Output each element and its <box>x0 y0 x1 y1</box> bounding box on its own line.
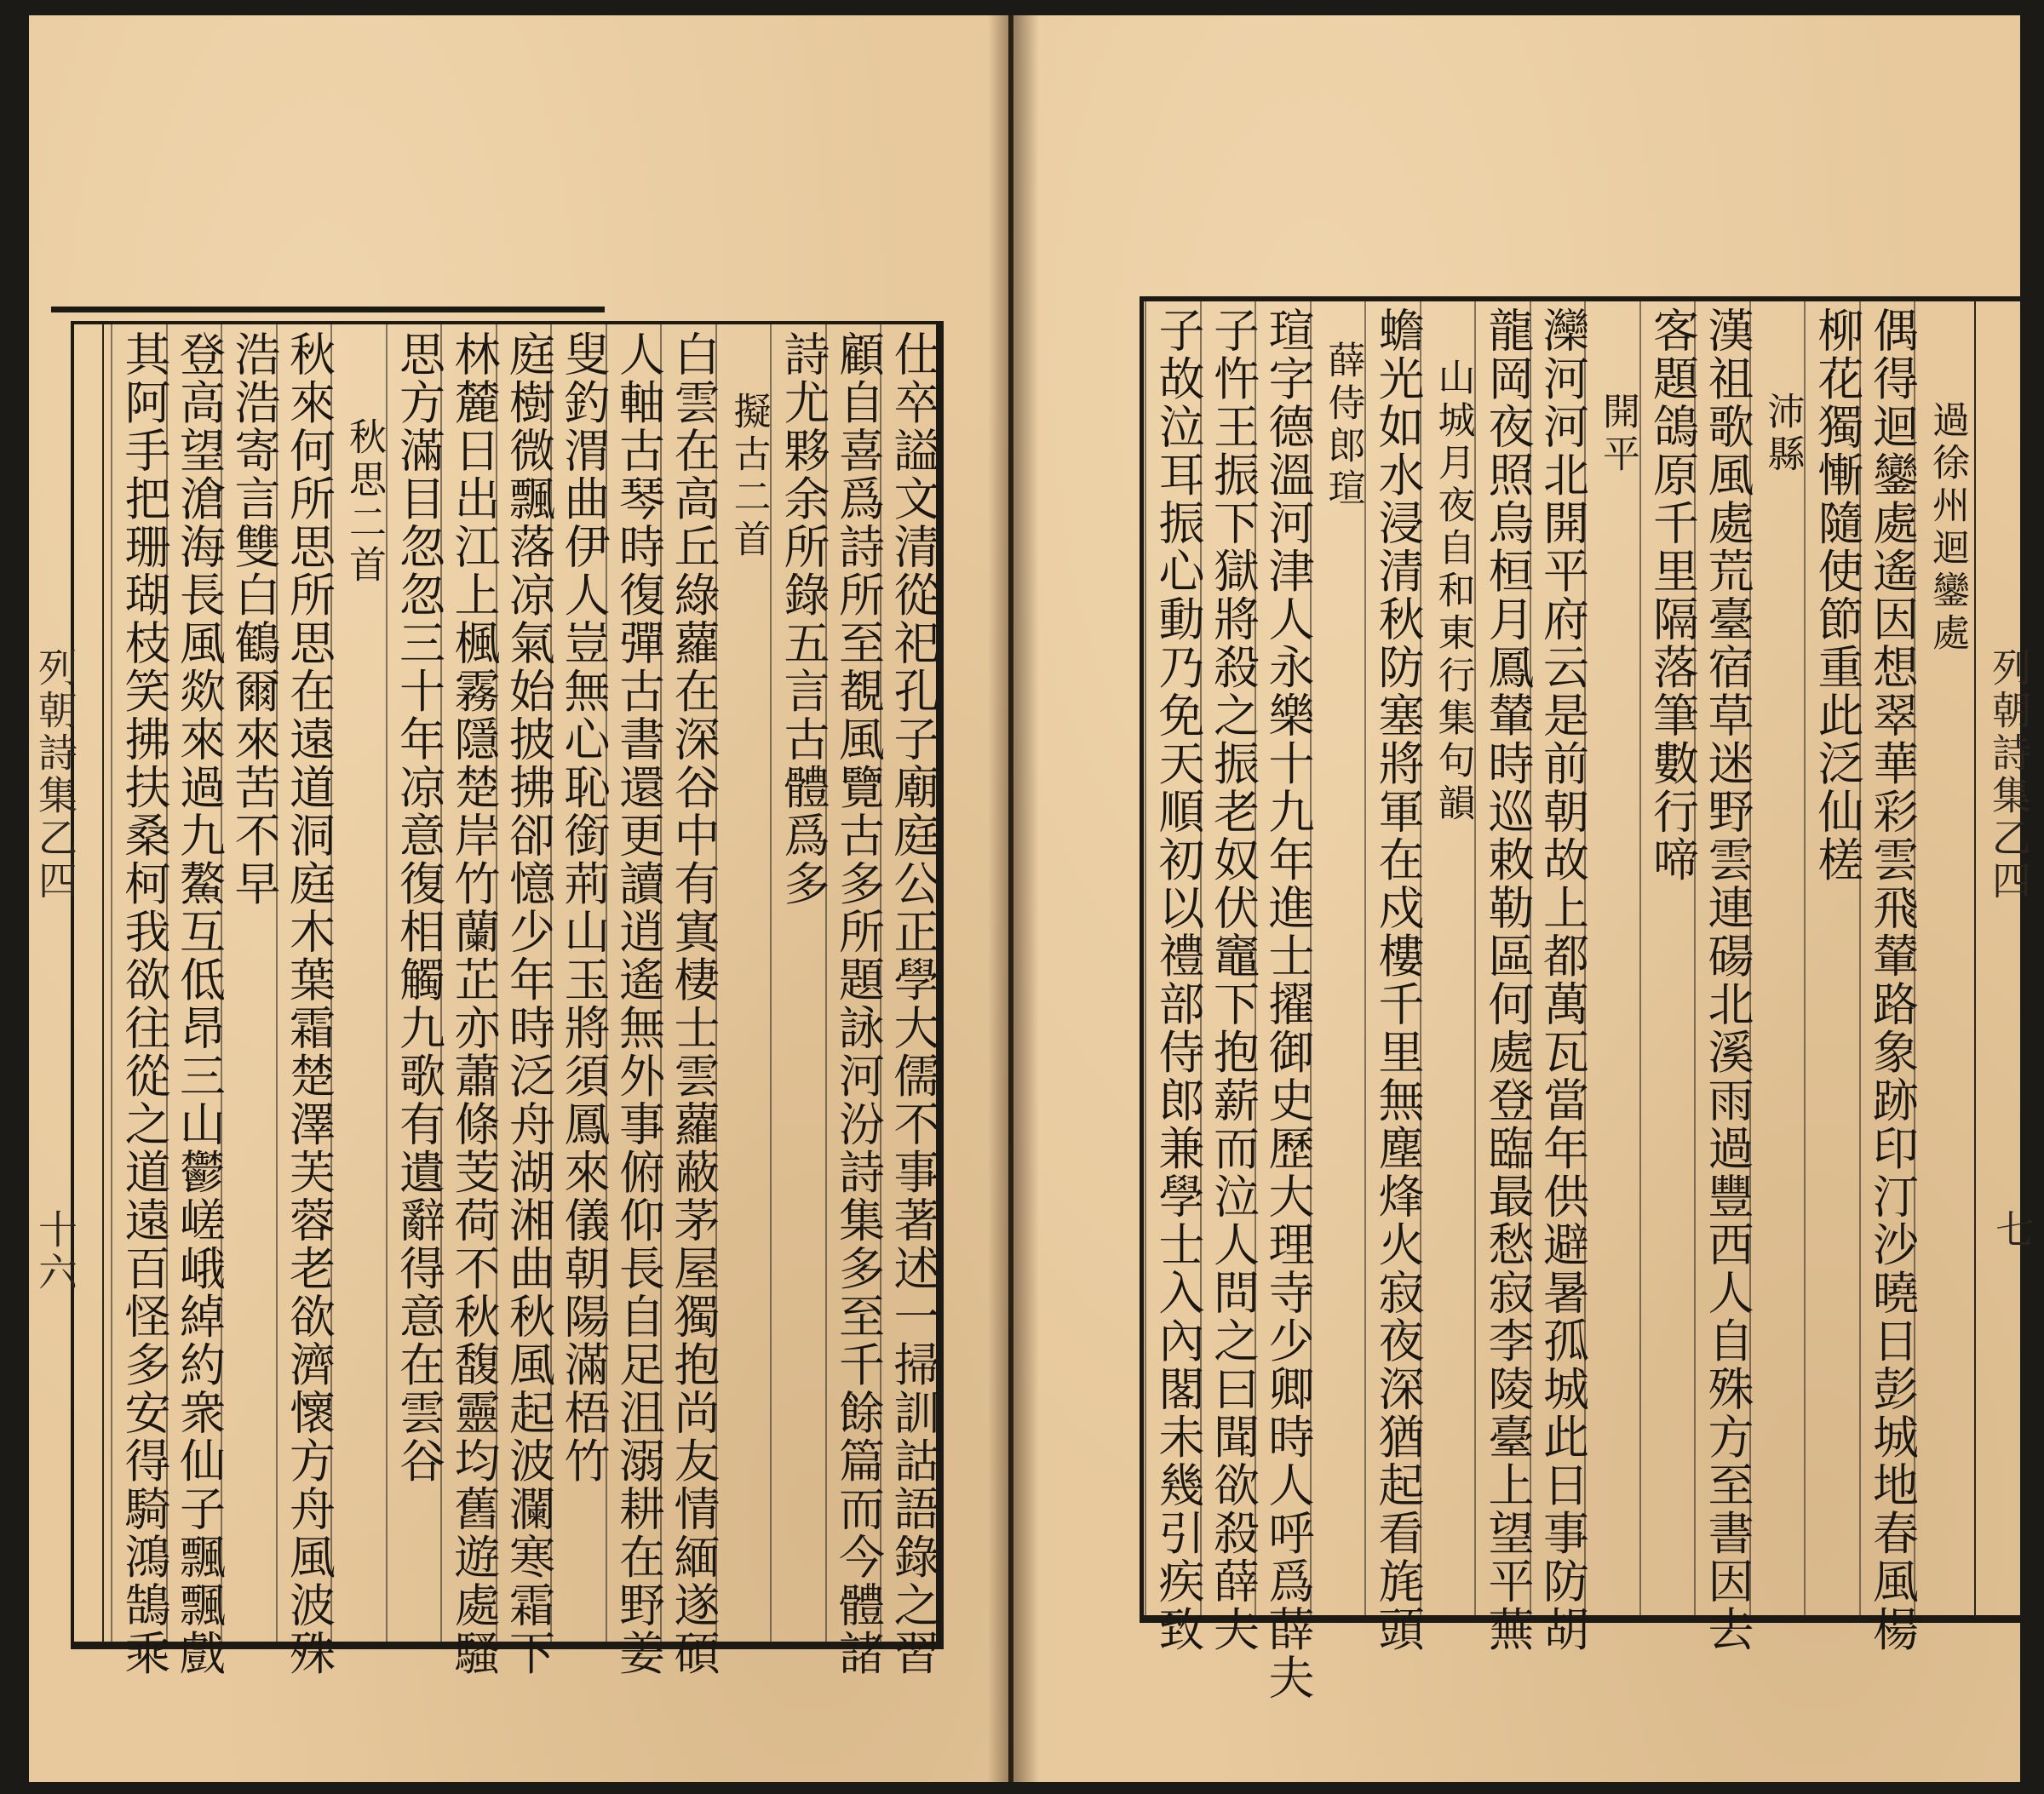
column-rule <box>111 324 112 1642</box>
column-rule <box>1145 300 1146 1616</box>
left-margin-rule <box>102 324 104 1642</box>
right-page-column: 沛縣 <box>1760 392 1805 477</box>
left-page-column: 林麓日出江上楓霧隱楚岸竹蘭芷亦蕭條芰荷不秋馥靈均舊遊處騷 <box>447 330 501 1677</box>
right-page-column: 柳花獨慚隨使節重此泛仙槎 <box>1811 307 1864 884</box>
left-top-rule <box>51 307 605 312</box>
right-page-column: 子忤王振下獄將殺之振老奴伏竈下抱薪而泣人問之曰聞欲殺薛夫 <box>1206 307 1260 1654</box>
column-rule <box>1639 300 1641 1616</box>
book-gutter <box>988 15 1039 1782</box>
left-page-column: 白雲在高丘綠蘿在深谷中有寘棲士雲蘿蔽茅屋獨抱尚友情緬遂碩 <box>667 330 721 1677</box>
left-page-folio: 十六 <box>32 1209 78 1294</box>
right-page-column: 偶得迴鑾處遙因想翠華彩雲飛輦路象跡印汀沙曉日彭城地春風楊 <box>1865 307 1920 1654</box>
left-page-column: 詩尤夥余所錄五言古體爲多 <box>777 330 830 908</box>
left-page-column: 思方滿目忽忽三十年凉意復相觸九歌有遺辭得意在雲谷 <box>392 330 446 1485</box>
right-page-book-title: 列朝詩集乙四 <box>1986 647 2032 903</box>
left-page-column: 秋思二首 <box>342 417 386 587</box>
left-page-column: 其阿手把珊瑚枝笑拂扶桑柯我欲往從之道遠百怪多安得騎鴻鵠乘 <box>118 330 171 1677</box>
right-page-column: 開平 <box>1596 392 1639 477</box>
right-page-column: 灤河河北開平府云是前朝故上都萬瓦當年供避暑孤城此日事防胡 <box>1536 307 1590 1654</box>
left-page-column: 叟釣渭曲伊人豈無心恥銜荊山玉將須鳳來儀朝陽滿梧竹 <box>557 330 611 1485</box>
right-page-folio: 七 <box>1989 1209 2035 1252</box>
right-page-column: 瑄字德溫河津人永樂十九年進士擢御史歷大理寺少卿時人呼爲薛夫 <box>1261 307 1315 1702</box>
right-page-column: 薛侍郎瑄 <box>1321 341 1365 511</box>
left-page-column: 擬古二首 <box>726 392 771 562</box>
right-page-column: 蟾光如水浸清秋防塞將軍在戍樓千里無塵烽火寂夜深猶起看旄頭 <box>1371 307 1425 1654</box>
left-page-column: 秋來何所思所思在遠道洞庭木葉霜楚澤芙蓉老欲濟懷方舟風波殊 <box>282 330 336 1677</box>
left-page-column: 登高望滄海長風欻來過九鰲互低昂三山鬱嵯峨綽約衆仙子飄飄戲 <box>172 330 227 1677</box>
left-page-column: 仕卒謚文清從祀孔子廟庭公正學大儒不事著述一掃訓詁語錄之習 <box>887 330 940 1677</box>
left-page-column: 顧自喜爲詩所至覩風覽古多所題詠河汾詩集多至千餘篇而今體諸 <box>831 330 886 1677</box>
right-page-column: 龍岡夜照烏桓月鳳輦時巡敕勒區何處登臨最愁寂李陵臺上望平蕪 <box>1481 307 1535 1654</box>
column-rule <box>1804 300 1806 1616</box>
left-page-column: 庭樹微飄落凉氣始披拂卻憶少年時泛舟湖湘曲秋風起波瀾寒霜下 <box>502 330 556 1677</box>
left-page-book-title: 列朝詩集乙四 <box>32 647 78 903</box>
left-page-column: 浩浩寄言雙白鶴爾來苦不早 <box>227 330 281 908</box>
right-page-column: 漢祖歌風處荒臺宿草迷野雲連碭北溪雨過豐西人自殊方至書因去 <box>1701 307 1754 1654</box>
right-page-column: 過徐州迴鑾處 <box>1926 400 1969 656</box>
right-page-column: 客題鴿原千里隔落筆數行啼 <box>1645 307 1700 884</box>
right-page-column: 山城月夜自和東行集句韻 <box>1431 358 1475 826</box>
left-page-column: 人軸古琴時復彈古書還更讀逍遙無外事俯仰長自足沮溺耕在野姜 <box>611 330 666 1677</box>
right-page-column: 子故泣耳振心動乃免天順初以禮部侍郎兼學士入內閣未幾引疾致 <box>1151 307 1205 1654</box>
